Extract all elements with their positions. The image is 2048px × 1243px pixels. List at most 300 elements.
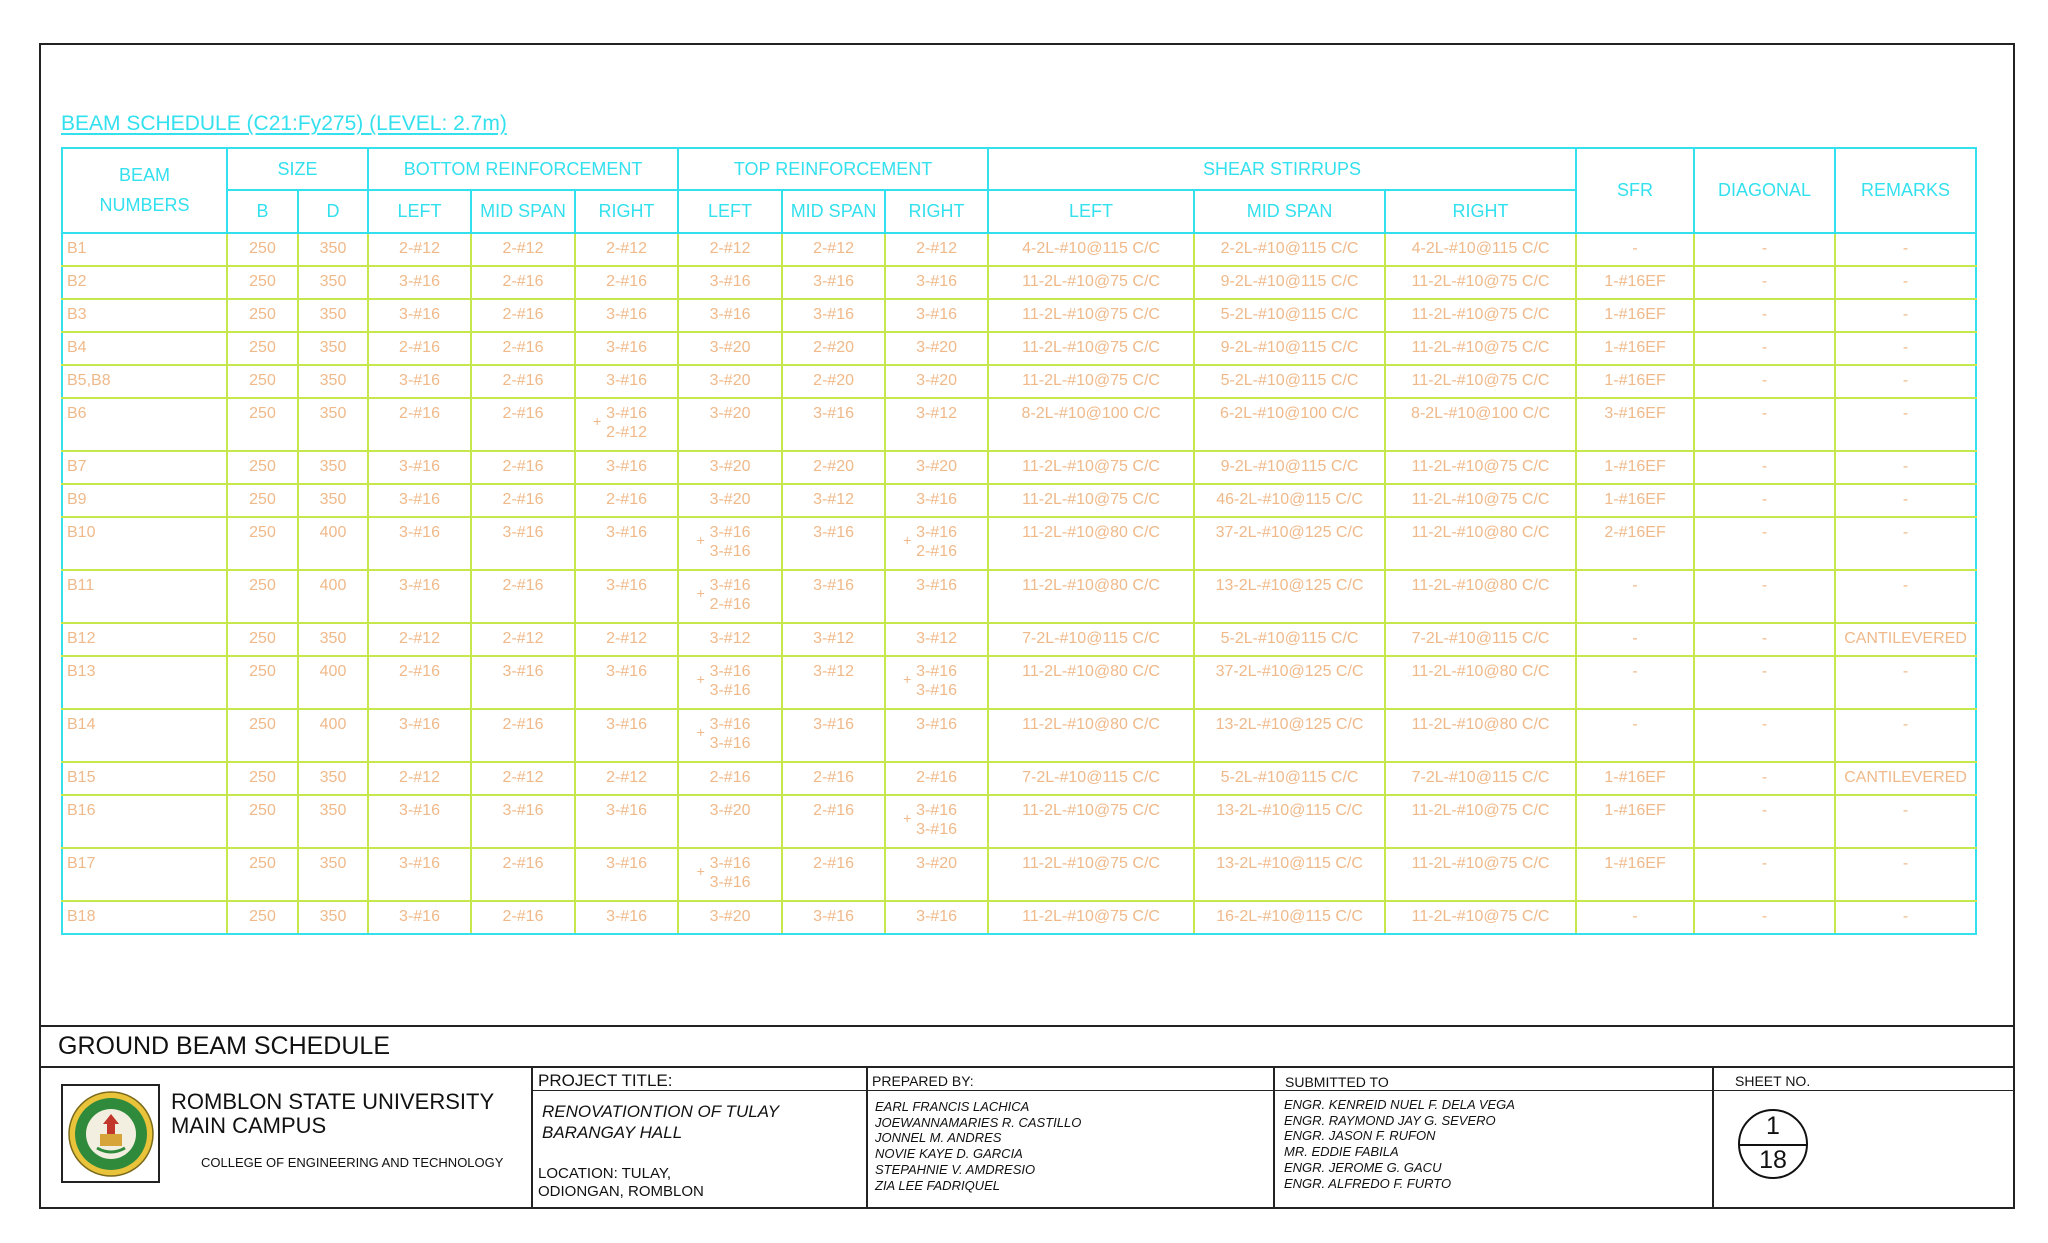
cell-diag: -	[1694, 233, 1835, 266]
cell-tl: 3-#16	[678, 266, 782, 299]
sheet-total: 18	[1759, 1146, 1787, 1174]
cell-br: 2-#12	[575, 762, 678, 795]
cell-bm: 2-#12	[471, 762, 575, 795]
submitted-name: ENGR. JEROME G. GACU	[1284, 1159, 1442, 1175]
cell-sfr: 1-#16EF	[1576, 266, 1694, 299]
cell-sl: 8-2L-#10@100 C/C	[988, 398, 1194, 451]
table-row	[62, 762, 1976, 795]
cell-b: 250	[227, 656, 298, 709]
project-title	[542, 1101, 779, 1143]
beam-number-cell: B1	[62, 233, 227, 266]
table-row	[62, 848, 1976, 901]
cell-sr: 11-2L-#10@80 C/C	[1385, 570, 1576, 623]
cell-d: 350	[298, 266, 368, 299]
preparer-name: JONNEL M. ANDRES	[875, 1130, 1002, 1146]
prepared-by-label: PREPARED BY:	[872, 1073, 974, 1089]
cell-tm: 3-#12	[782, 623, 885, 656]
cell-sr: 11-2L-#10@75 C/C	[1385, 901, 1576, 934]
cell-diag: -	[1694, 795, 1835, 848]
cell-br: 3-#16	[575, 570, 678, 623]
cell-sfr: 1-#16EF	[1576, 451, 1694, 484]
project-title-line2: BARANGAY HALL	[542, 1123, 683, 1142]
cell-diag: -	[1694, 299, 1835, 332]
cell-sr: 11-2L-#10@75 C/C	[1385, 365, 1576, 398]
cell-rem: -	[1835, 901, 1976, 934]
cell-b: 250	[227, 398, 298, 451]
plus-sign: +	[696, 532, 705, 548]
cell-rem: CANTILEVERED	[1835, 762, 1976, 795]
cell-tm: 3-#16	[782, 517, 885, 570]
cell-diag: -	[1694, 656, 1835, 709]
header-bottom-left: LEFT	[368, 190, 471, 233]
header-bottom-mid: MID SPAN	[471, 190, 575, 233]
header-beam: BEAM	[118, 165, 170, 185]
cell-bm: 2-#16	[471, 299, 575, 332]
cell-br: 3-#16	[575, 656, 678, 709]
cell-bm: 3-#16	[471, 656, 575, 709]
cell-bm: 2-#16	[471, 848, 575, 901]
stacked-bars	[593, 404, 647, 442]
cell-bm: 2-#12	[471, 233, 575, 266]
cell-tm: 3-#16	[782, 398, 885, 451]
cell-bm: 2-#12	[471, 623, 575, 656]
table-row	[62, 709, 1976, 762]
stacked-bars	[903, 523, 957, 561]
cell-b: 250	[227, 484, 298, 517]
cell-d: 350	[298, 299, 368, 332]
cell-sr: 11-2L-#10@80 C/C	[1385, 656, 1576, 709]
cell-sm: 37-2L-#10@125 C/C	[1194, 656, 1385, 709]
cell-d: 400	[298, 709, 368, 762]
table-row	[62, 517, 1976, 570]
cell-sl: 7-2L-#10@115 C/C	[988, 762, 1194, 795]
table-row	[62, 398, 1976, 451]
cell-tm: 3-#12	[782, 656, 885, 709]
stacked-bars	[696, 576, 751, 614]
cell-sm: 5-2L-#10@115 C/C	[1194, 762, 1385, 795]
cell-b: 250	[227, 795, 298, 848]
university-name	[171, 1090, 494, 1138]
table-row	[62, 233, 1976, 266]
plus-sign: +	[903, 810, 912, 826]
cell-sm: 2-2L-#10@115 C/C	[1194, 233, 1385, 266]
beam-number-cell: B15	[62, 762, 227, 795]
cell-sm: 46-2L-#10@115 C/C	[1194, 484, 1385, 517]
cell-bl: 3-#16	[368, 795, 471, 848]
cell-bl: 3-#16	[368, 709, 471, 762]
divider-v3	[1273, 1066, 1275, 1209]
cell-sl: 11-2L-#10@80 C/C	[988, 570, 1194, 623]
header-remarks: REMARKS	[1835, 148, 1976, 233]
cell-tl: 3-#20	[678, 332, 782, 365]
cell-b: 250	[227, 517, 298, 570]
cell-bl: 3-#16	[368, 901, 471, 934]
beam-number-cell: B7	[62, 451, 227, 484]
bar-spec: 3-#16	[916, 682, 957, 699]
cell-bl: 3-#16	[368, 266, 471, 299]
table-row	[62, 623, 1976, 656]
cell-tr: 3-#20	[885, 451, 988, 484]
cell-bl: 2-#12	[368, 623, 471, 656]
cell-tr: 3-#20	[885, 332, 988, 365]
submitted-name: ENGR. RAYMOND JAY G. SEVERO	[1284, 1112, 1496, 1128]
cell-sfr: 1-#16EF	[1576, 795, 1694, 848]
preparer-name: JOEWANNAMARIES R. CASTILLO	[875, 1114, 1082, 1130]
cell-b: 250	[227, 901, 298, 934]
beam-number-cell: B10	[62, 517, 227, 570]
divider-v1	[531, 1066, 533, 1209]
cell-tr	[885, 517, 988, 570]
cell-sm: 9-2L-#10@115 C/C	[1194, 332, 1385, 365]
cell-sr: 11-2L-#10@75 C/C	[1385, 266, 1576, 299]
bar-spec: 3-#16	[709, 663, 751, 680]
header-top-reinforcement: TOP REINFORCEMENT	[678, 148, 988, 190]
cell-tm: 3-#16	[782, 570, 885, 623]
cell-tr	[885, 656, 988, 709]
cell-sr: 11-2L-#10@75 C/C	[1385, 451, 1576, 484]
plus-sign: +	[696, 671, 705, 687]
cell-tl: 3-#20	[678, 398, 782, 451]
cell-b: 250	[227, 762, 298, 795]
cell-bl: 3-#16	[368, 365, 471, 398]
cell-sl: 11-2L-#10@75 C/C	[988, 266, 1194, 299]
cell-bl: 2-#12	[368, 762, 471, 795]
cell-bl: 2-#12	[368, 233, 471, 266]
cell-rem: -	[1835, 451, 1976, 484]
cell-sm: 13-2L-#10@125 C/C	[1194, 570, 1385, 623]
beam-schedule-table	[61, 147, 1977, 935]
cell-sl: 11-2L-#10@80 C/C	[988, 517, 1194, 570]
cell-tr: 3-#16	[885, 266, 988, 299]
cell-br: 3-#16	[575, 848, 678, 901]
cell-sfr: -	[1576, 656, 1694, 709]
cell-sfr: 1-#16EF	[1576, 365, 1694, 398]
header-b: B	[227, 190, 298, 233]
stacked-bars	[696, 854, 751, 892]
cell-tm: 2-#16	[782, 795, 885, 848]
cell-rem: -	[1835, 365, 1976, 398]
header-shear-left: LEFT	[988, 190, 1194, 233]
cell-tl	[678, 656, 782, 709]
submitted-name: ENGR. ALFREDO F. FURTO	[1284, 1175, 1452, 1191]
cell-bm: 2-#16	[471, 398, 575, 451]
beam-number-cell: B12	[62, 623, 227, 656]
cell-br: 2-#12	[575, 623, 678, 656]
cell-tl: 2-#12	[678, 233, 782, 266]
cell-b: 250	[227, 570, 298, 623]
cell-sr: 7-2L-#10@115 C/C	[1385, 623, 1576, 656]
cell-bl: 2-#16	[368, 332, 471, 365]
bar-spec: 2-#16	[916, 543, 957, 560]
bar-spec: 2-#16	[709, 596, 751, 613]
cell-sm: 5-2L-#10@115 C/C	[1194, 299, 1385, 332]
cell-d: 350	[298, 762, 368, 795]
cell-diag: -	[1694, 451, 1835, 484]
stacked-bars	[696, 523, 751, 561]
beam-number-cell: B11	[62, 570, 227, 623]
header-shear-right: RIGHT	[1385, 190, 1576, 233]
cell-tr: 3-#12	[885, 623, 988, 656]
cell-sm: 13-2L-#10@125 C/C	[1194, 709, 1385, 762]
cell-diag: -	[1694, 848, 1835, 901]
cell-tm: 2-#16	[782, 848, 885, 901]
cell-sm: 6-2L-#10@100 C/C	[1194, 398, 1385, 451]
header-top-mid: MID SPAN	[782, 190, 885, 233]
beam-rows	[62, 233, 1976, 934]
cell-tl: 3-#16	[678, 299, 782, 332]
university-line1: ROMBLON STATE UNIVERSITY	[171, 1089, 495, 1114]
cell-sfr: 1-#16EF	[1576, 484, 1694, 517]
table-row	[62, 332, 1976, 365]
college-name: COLLEGE OF ENGINEERING AND TECHNOLOGY	[201, 1155, 504, 1170]
title-block-divider-2	[39, 1066, 2015, 1068]
cell-diag: -	[1694, 709, 1835, 762]
cell-sr: 8-2L-#10@100 C/C	[1385, 398, 1576, 451]
cell-sl: 11-2L-#10@80 C/C	[988, 709, 1194, 762]
cell-sl: 11-2L-#10@75 C/C	[988, 365, 1194, 398]
cell-tr: 3-#20	[885, 365, 988, 398]
cell-sl: 11-2L-#10@75 C/C	[988, 901, 1194, 934]
cell-sr: 11-2L-#10@75 C/C	[1385, 299, 1576, 332]
cell-bl: 2-#16	[368, 656, 471, 709]
beam-number-cell: B14	[62, 709, 227, 762]
cell-tr: 3-#16	[885, 901, 988, 934]
cell-sl: 4-2L-#10@115 C/C	[988, 233, 1194, 266]
cell-tm: 2-#20	[782, 332, 885, 365]
cell-rem: -	[1835, 233, 1976, 266]
bar-spec: 3-#16	[709, 874, 751, 891]
cell-tr	[885, 795, 988, 848]
cell-tr: 3-#16	[885, 484, 988, 517]
cell-bm: 2-#16	[471, 901, 575, 934]
cell-tl: 3-#20	[678, 365, 782, 398]
header-numbers: NUMBERS	[99, 195, 190, 215]
cell-bl: 3-#16	[368, 484, 471, 517]
bar-spec: 3-#16	[709, 524, 751, 541]
cell-bl: 3-#16	[368, 451, 471, 484]
cell-sr: 11-2L-#10@75 C/C	[1385, 332, 1576, 365]
cell-br: 3-#16	[575, 517, 678, 570]
beam-number-cell: B6	[62, 398, 227, 451]
table-row	[62, 484, 1976, 517]
cell-d: 350	[298, 365, 368, 398]
beam-number-cell: B18	[62, 901, 227, 934]
cell-sm: 5-2L-#10@115 C/C	[1194, 623, 1385, 656]
cell-sl: 11-2L-#10@75 C/C	[988, 299, 1194, 332]
header-beam-numbers	[62, 148, 227, 233]
stacked-bars	[903, 662, 957, 700]
cell-sfr: -	[1576, 233, 1694, 266]
cell-diag: -	[1694, 570, 1835, 623]
plus-sign: +	[696, 585, 705, 601]
submitted-name: ENGR. KENREID NUEL F. DELA VEGA	[1284, 1097, 1515, 1112]
cell-d: 350	[298, 233, 368, 266]
cell-br: 2-#12	[575, 233, 678, 266]
bar-spec: 3-#16	[709, 577, 751, 594]
cell-rem: -	[1835, 266, 1976, 299]
cell-sl: 11-2L-#10@75 C/C	[988, 484, 1194, 517]
beam-number-cell: B5,B8	[62, 365, 227, 398]
bar-spec: 3-#16	[709, 716, 751, 733]
cell-tl	[678, 517, 782, 570]
cell-sr: 4-2L-#10@115 C/C	[1385, 233, 1576, 266]
cell-diag: -	[1694, 398, 1835, 451]
cell-sm: 5-2L-#10@115 C/C	[1194, 365, 1385, 398]
cell-br: 3-#16	[575, 299, 678, 332]
table-row	[62, 656, 1976, 709]
sheet-no-label: SHEET NO.	[1735, 1073, 1811, 1089]
cell-tm: 3-#16	[782, 299, 885, 332]
cell-d: 350	[298, 901, 368, 934]
cell-br: 3-#16	[575, 901, 678, 934]
cell-tm: 3-#12	[782, 484, 885, 517]
cell-bm: 3-#16	[471, 517, 575, 570]
cell-sfr: -	[1576, 623, 1694, 656]
beam-number-cell: B4	[62, 332, 227, 365]
cell-bl: 3-#16	[368, 570, 471, 623]
cell-bm: 2-#16	[471, 451, 575, 484]
cell-sfr: 1-#16EF	[1576, 762, 1694, 795]
cell-bl: 3-#16	[368, 299, 471, 332]
sheet-number-badge	[1738, 1109, 1808, 1179]
table-row	[62, 266, 1976, 299]
cell-sfr: 2-#16EF	[1576, 517, 1694, 570]
cell-rem: -	[1835, 484, 1976, 517]
cell-sm: 37-2L-#10@125 C/C	[1194, 517, 1385, 570]
cell-rem: -	[1835, 795, 1976, 848]
cell-tr: 2-#16	[885, 762, 988, 795]
table-row	[62, 570, 1976, 623]
cell-rem: -	[1835, 332, 1976, 365]
cell-tm: 3-#16	[782, 266, 885, 299]
cell-tl: 3-#20	[678, 795, 782, 848]
cell-rem: -	[1835, 656, 1976, 709]
cell-bl: 2-#16	[368, 398, 471, 451]
cell-rem: -	[1835, 398, 1976, 451]
cell-rem: -	[1835, 848, 1976, 901]
plus-sign: +	[903, 671, 912, 687]
table-row	[62, 365, 1976, 398]
cell-sm: 13-2L-#10@115 C/C	[1194, 848, 1385, 901]
cell-diag: -	[1694, 484, 1835, 517]
cell-sl: 11-2L-#10@80 C/C	[988, 656, 1194, 709]
cell-b: 250	[227, 332, 298, 365]
schedule-title: BEAM SCHEDULE (C21:Fy275) (LEVEL: 2.7m)	[61, 112, 507, 135]
cell-tr: 2-#12	[885, 233, 988, 266]
cell-bm: 2-#16	[471, 365, 575, 398]
cell-tr: 3-#20	[885, 848, 988, 901]
cell-rem: -	[1835, 517, 1976, 570]
cell-tl: 3-#12	[678, 623, 782, 656]
cell-bm: 2-#16	[471, 332, 575, 365]
cell-d: 350	[298, 795, 368, 848]
header-size: SIZE	[227, 148, 368, 190]
cell-sm: 13-2L-#10@115 C/C	[1194, 795, 1385, 848]
cell-tl: 3-#20	[678, 451, 782, 484]
submitted-to-label: SUBMITTED TO	[1285, 1074, 1389, 1090]
cell-d: 400	[298, 656, 368, 709]
prepared-by-list	[875, 1099, 1081, 1193]
cell-br: 3-#16	[575, 795, 678, 848]
divider-v2	[866, 1066, 868, 1209]
plus-sign: +	[696, 724, 705, 740]
beam-number-cell: B9	[62, 484, 227, 517]
university-seal-icon	[67, 1090, 155, 1178]
cell-b: 250	[227, 233, 298, 266]
project-location	[538, 1165, 704, 1201]
cell-tl	[678, 848, 782, 901]
cell-sfr: 1-#16EF	[1576, 332, 1694, 365]
preparer-name: EARL FRANCIS LACHICA	[875, 1099, 1030, 1114]
cell-d: 400	[298, 570, 368, 623]
cell-sl: 11-2L-#10@75 C/C	[988, 795, 1194, 848]
cell-d: 350	[298, 451, 368, 484]
beam-number-cell: B13	[62, 656, 227, 709]
cell-br: 3-#16	[575, 709, 678, 762]
cell-tm: 3-#16	[782, 709, 885, 762]
cell-tm: 2-#16	[782, 762, 885, 795]
cell-b: 250	[227, 623, 298, 656]
cell-sr: 11-2L-#10@75 C/C	[1385, 484, 1576, 517]
cell-sl: 11-2L-#10@75 C/C	[988, 848, 1194, 901]
table-row	[62, 795, 1976, 848]
cell-sl: 7-2L-#10@115 C/C	[988, 623, 1194, 656]
cell-tr: 3-#12	[885, 398, 988, 451]
cell-rem: -	[1835, 709, 1976, 762]
cell-sfr: 3-#16EF	[1576, 398, 1694, 451]
beam-number-cell: B3	[62, 299, 227, 332]
cell-br: 2-#16	[575, 484, 678, 517]
cell-b: 250	[227, 451, 298, 484]
stacked-bars	[903, 801, 957, 839]
cell-sl: 11-2L-#10@75 C/C	[988, 451, 1194, 484]
header-bottom-reinforcement: BOTTOM REINFORCEMENT	[368, 148, 678, 190]
cell-diag: -	[1694, 623, 1835, 656]
cell-tr: 3-#16	[885, 709, 988, 762]
location-line1: LOCATION: TULAY,	[538, 1165, 672, 1182]
plus-sign: +	[593, 413, 602, 429]
cell-sfr: -	[1576, 901, 1694, 934]
cell-tl: 3-#20	[678, 901, 782, 934]
cell-sr: 11-2L-#10@75 C/C	[1385, 848, 1576, 901]
cell-diag: -	[1694, 332, 1835, 365]
plus-sign: +	[696, 863, 705, 879]
preparer-name: ZIA LEE FADRIQUEL	[875, 1177, 1000, 1193]
header-shear-stirrups: SHEAR STIRRUPS	[988, 148, 1576, 190]
header-diagonal: DIAGONAL	[1694, 148, 1835, 233]
cell-bm: 2-#16	[471, 709, 575, 762]
stacked-bars	[696, 715, 751, 753]
header-d: D	[298, 190, 368, 233]
cell-b: 250	[227, 299, 298, 332]
bar-spec: 3-#16	[709, 682, 751, 699]
cell-bm: 2-#16	[471, 570, 575, 623]
bar-spec: 3-#16	[606, 405, 647, 422]
cell-b: 250	[227, 365, 298, 398]
cell-br: 3-#16	[575, 365, 678, 398]
cell-bl: 3-#16	[368, 517, 471, 570]
preparer-name: NOVIE KAYE D. GARCIA	[875, 1146, 1023, 1162]
cell-sm: 9-2L-#10@115 C/C	[1194, 266, 1385, 299]
cell-tm: 2-#12	[782, 233, 885, 266]
location-line2: ODIONGAN, ROMBLON	[538, 1183, 704, 1200]
cell-sr: 11-2L-#10@80 C/C	[1385, 709, 1576, 762]
cell-sfr: 1-#16EF	[1576, 848, 1694, 901]
project-title-line1: RENOVATIONTION OF TULAY	[542, 1102, 780, 1121]
header-top-left: LEFT	[678, 190, 782, 233]
cell-sr: 11-2L-#10@75 C/C	[1385, 795, 1576, 848]
header-bottom-right: RIGHT	[575, 190, 678, 233]
